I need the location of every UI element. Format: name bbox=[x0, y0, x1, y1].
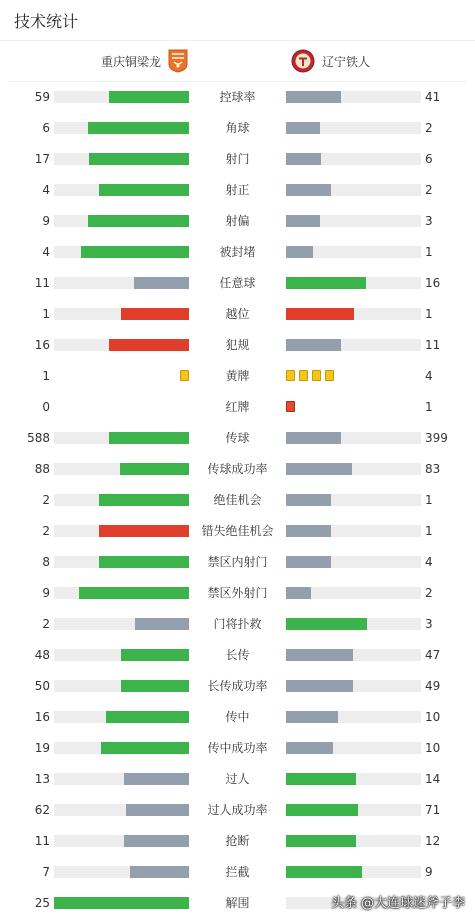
away-bar-track bbox=[286, 153, 421, 165]
away-value: 4 bbox=[425, 369, 433, 383]
home-bar-track bbox=[54, 897, 189, 909]
stat-label: 黄牌 bbox=[225, 369, 250, 383]
home-bar-track bbox=[54, 122, 189, 134]
stat-label: 射门 bbox=[225, 152, 250, 166]
stat-row bbox=[0, 306, 475, 322]
stat-label: 传中成功率 bbox=[207, 741, 268, 755]
home-bar-track bbox=[54, 463, 189, 475]
stat-label: 被封堵 bbox=[219, 245, 256, 259]
home-value: 19 bbox=[34, 741, 50, 755]
away-value: 3 bbox=[425, 617, 433, 631]
stat-label: 角球 bbox=[225, 121, 250, 135]
stat-row bbox=[0, 709, 475, 725]
stat-label: 控球率 bbox=[219, 90, 256, 104]
away-value: 2 bbox=[425, 183, 433, 197]
stat-row bbox=[0, 802, 475, 818]
home-bar-track bbox=[54, 711, 189, 723]
home-bar-fill bbox=[130, 866, 189, 878]
home-bar-track bbox=[54, 556, 189, 568]
away-value: 71 bbox=[425, 803, 441, 817]
home-bar-track bbox=[54, 618, 189, 630]
away-bar-track bbox=[286, 184, 421, 196]
away-bar-fill bbox=[286, 91, 341, 103]
home-value: 16 bbox=[34, 338, 50, 352]
home-bar-track bbox=[54, 277, 189, 289]
stat-row bbox=[0, 678, 475, 694]
home-bar-fill bbox=[79, 587, 189, 599]
yellow-card-icon bbox=[312, 370, 321, 381]
away-bar-track bbox=[286, 277, 421, 289]
away-bar-track bbox=[286, 91, 421, 103]
stat-label: 传中 bbox=[225, 710, 250, 724]
home-bar-track bbox=[54, 308, 189, 320]
home-bar-track bbox=[54, 246, 189, 258]
away-bar-fill bbox=[286, 184, 331, 196]
home-bar-track bbox=[54, 649, 189, 661]
home-bar-track bbox=[54, 866, 189, 878]
stat-row bbox=[0, 616, 475, 632]
home-value: 588 bbox=[27, 431, 50, 445]
away-value: 11 bbox=[425, 338, 441, 352]
home-bar-fill bbox=[88, 122, 189, 134]
home-bar-fill bbox=[106, 711, 189, 723]
away-bar-fill bbox=[286, 649, 353, 661]
away-bar-track bbox=[286, 215, 421, 227]
away-value: 16 bbox=[425, 276, 441, 290]
home-value: 4 bbox=[42, 245, 50, 259]
away-bar-fill bbox=[286, 680, 353, 692]
home-value: 8 bbox=[42, 555, 50, 569]
away-bar-track bbox=[286, 680, 421, 692]
stat-row bbox=[0, 399, 475, 415]
away-bar-track bbox=[286, 246, 421, 258]
away-bar-track bbox=[286, 866, 421, 878]
home-value: 11 bbox=[34, 276, 50, 290]
yellow-card-icon bbox=[180, 370, 189, 381]
home-value: 88 bbox=[34, 462, 50, 476]
home-bar-track bbox=[54, 215, 189, 227]
watermark: 头条 @大连球迷斧子李 bbox=[330, 896, 465, 911]
home-value: 7 bbox=[42, 865, 50, 879]
stat-label: 传球成功率 bbox=[207, 462, 268, 476]
away-bar-track bbox=[286, 556, 421, 568]
header-divider bbox=[8, 81, 467, 82]
home-bar-fill bbox=[109, 339, 189, 351]
away-value: 2 bbox=[425, 121, 433, 135]
stat-row bbox=[0, 244, 475, 260]
away-bar-track bbox=[286, 618, 421, 630]
stat-row bbox=[0, 151, 475, 167]
home-value: 2 bbox=[42, 524, 50, 538]
home-bar-track bbox=[54, 835, 189, 847]
home-bar-fill bbox=[99, 494, 189, 506]
away-bar-track bbox=[286, 649, 421, 661]
stat-row bbox=[0, 275, 475, 291]
home-bar-fill bbox=[121, 649, 189, 661]
stat-label: 长传 bbox=[225, 648, 250, 662]
home-value: 9 bbox=[42, 586, 50, 600]
home-bar-fill bbox=[81, 246, 189, 258]
stat-row bbox=[0, 182, 475, 198]
home-cards bbox=[180, 370, 189, 382]
stat-row bbox=[0, 771, 475, 787]
away-bar-fill bbox=[286, 525, 331, 537]
away-value: 1 bbox=[425, 524, 433, 538]
home-bar-track bbox=[54, 184, 189, 196]
home-value: 17 bbox=[34, 152, 50, 166]
away-value: 399 bbox=[425, 431, 448, 445]
stat-label: 长传成功率 bbox=[207, 679, 268, 693]
away-bar-fill bbox=[286, 339, 341, 351]
home-bar-fill bbox=[101, 742, 189, 754]
home-bar-track bbox=[54, 91, 189, 103]
stat-label: 射偏 bbox=[225, 214, 250, 228]
stat-row bbox=[0, 585, 475, 601]
away-bar-track bbox=[286, 339, 421, 351]
away-value: 1 bbox=[425, 493, 433, 507]
home-value: 59 bbox=[34, 90, 50, 104]
yellow-card-icon bbox=[325, 370, 334, 381]
away-bar-track bbox=[286, 773, 421, 785]
stat-label: 禁区内射门 bbox=[207, 555, 268, 569]
stat-label: 犯规 bbox=[225, 338, 250, 352]
stat-row bbox=[0, 461, 475, 477]
away-value: 9 bbox=[425, 865, 433, 879]
away-bar-fill bbox=[286, 711, 338, 723]
away-value: 6 bbox=[425, 152, 433, 166]
stat-row bbox=[0, 430, 475, 446]
home-bar-track bbox=[54, 494, 189, 506]
home-bar-fill bbox=[109, 91, 189, 103]
home-bar-track bbox=[54, 525, 189, 537]
away-value: 1 bbox=[425, 400, 433, 414]
home-value: 48 bbox=[34, 648, 50, 662]
stat-label: 任意球 bbox=[219, 276, 256, 290]
home-bar-fill bbox=[135, 618, 189, 630]
stat-row bbox=[0, 833, 475, 849]
away-bar-fill bbox=[286, 277, 366, 289]
stat-row bbox=[0, 89, 475, 105]
away-bar-fill bbox=[286, 494, 331, 506]
home-bar-fill bbox=[126, 804, 189, 816]
away-value: 49 bbox=[425, 679, 441, 693]
away-bar-fill bbox=[286, 556, 331, 568]
away-bar-track bbox=[286, 711, 421, 723]
home-value: 2 bbox=[42, 617, 50, 631]
home-bar-track bbox=[54, 680, 189, 692]
home-team-header bbox=[101, 49, 188, 73]
away-value: 10 bbox=[425, 710, 441, 724]
away-bar-track bbox=[286, 122, 421, 134]
home-bar-track bbox=[54, 742, 189, 754]
stat-row bbox=[0, 523, 475, 539]
stat-row bbox=[0, 492, 475, 508]
home-value: 9 bbox=[42, 214, 50, 228]
away-value: 3 bbox=[425, 214, 433, 228]
home-bar-fill bbox=[99, 556, 189, 568]
page-title: 技术统计 bbox=[14, 12, 79, 31]
liaoning-tieren-badge-icon bbox=[291, 49, 315, 73]
stat-label: 错失绝佳机会 bbox=[201, 524, 274, 538]
away-cards bbox=[286, 370, 334, 382]
away-cards bbox=[286, 401, 295, 413]
home-bar-track bbox=[54, 153, 189, 165]
home-value: 4 bbox=[42, 183, 50, 197]
chongqing-tongliang-long-badge-icon bbox=[168, 49, 188, 73]
red-card-icon bbox=[286, 401, 295, 412]
stat-label: 门将扑救 bbox=[213, 617, 262, 631]
home-bar-track bbox=[54, 339, 189, 351]
away-bar-fill bbox=[286, 587, 311, 599]
home-value: 1 bbox=[42, 369, 50, 383]
stat-row bbox=[0, 740, 475, 756]
home-value: 62 bbox=[34, 803, 50, 817]
away-value: 41 bbox=[425, 90, 441, 104]
title-divider bbox=[0, 40, 475, 41]
away-value: 47 bbox=[425, 648, 441, 662]
stat-label: 抢断 bbox=[225, 834, 250, 848]
stat-label: 传球 bbox=[225, 431, 250, 445]
stat-row bbox=[0, 554, 475, 570]
away-bar-track bbox=[286, 742, 421, 754]
away-bar-fill bbox=[286, 153, 321, 165]
away-bar-fill bbox=[286, 618, 367, 630]
home-value: 16 bbox=[34, 710, 50, 724]
away-bar-fill bbox=[286, 246, 313, 258]
away-bar-fill bbox=[286, 773, 356, 785]
away-bar-fill bbox=[286, 122, 320, 134]
home-bar-track bbox=[54, 587, 189, 599]
home-value: 50 bbox=[34, 679, 50, 693]
stat-row bbox=[0, 647, 475, 663]
home-value: 0 bbox=[42, 400, 50, 414]
away-bar-track bbox=[286, 463, 421, 475]
away-bar-track bbox=[286, 432, 421, 444]
stat-row bbox=[0, 368, 475, 384]
home-bar-fill bbox=[121, 680, 189, 692]
stat-label: 拦截 bbox=[225, 865, 250, 879]
away-bar-fill bbox=[286, 432, 341, 444]
home-value: 2 bbox=[42, 493, 50, 507]
away-value: 12 bbox=[425, 834, 441, 848]
home-bar-fill bbox=[134, 277, 189, 289]
home-bar-fill bbox=[124, 773, 189, 785]
away-bar-fill bbox=[286, 866, 362, 878]
away-bar-fill bbox=[286, 215, 320, 227]
away-value: 14 bbox=[425, 772, 441, 786]
stat-label: 过人 bbox=[225, 772, 250, 786]
home-bar-fill bbox=[89, 153, 189, 165]
home-value: 11 bbox=[34, 834, 50, 848]
away-value: 10 bbox=[425, 741, 441, 755]
stat-label: 越位 bbox=[225, 307, 250, 321]
away-value: 83 bbox=[425, 462, 441, 476]
stat-label: 过人成功率 bbox=[207, 803, 268, 817]
home-value: 6 bbox=[42, 121, 50, 135]
yellow-card-icon bbox=[286, 370, 295, 381]
away-bar-fill bbox=[286, 804, 358, 816]
stat-label: 解围 bbox=[225, 896, 250, 910]
stat-label: 射正 bbox=[225, 183, 250, 197]
away-value: 1 bbox=[425, 245, 433, 259]
away-value: 4 bbox=[425, 555, 433, 569]
away-bar-track bbox=[286, 804, 421, 816]
home-bar-track bbox=[54, 804, 189, 816]
stat-row bbox=[0, 337, 475, 353]
away-bar-fill bbox=[286, 835, 356, 847]
away-bar-track bbox=[286, 587, 421, 599]
home-bar-fill bbox=[124, 835, 189, 847]
away-bar-fill bbox=[286, 308, 354, 320]
home-value: 1 bbox=[42, 307, 50, 321]
home-bar-fill bbox=[88, 215, 189, 227]
stat-label: 禁区外射门 bbox=[207, 586, 268, 600]
home-bar-track bbox=[54, 432, 189, 444]
away-bar-track bbox=[286, 835, 421, 847]
away-value: 2 bbox=[425, 586, 433, 600]
home-bar-fill bbox=[54, 897, 189, 909]
away-bar-track bbox=[286, 494, 421, 506]
away-value: 1 bbox=[425, 307, 433, 321]
home-bar-fill bbox=[109, 432, 189, 444]
away-team-header bbox=[291, 49, 370, 73]
yellow-card-icon bbox=[299, 370, 308, 381]
away-bar-fill bbox=[286, 742, 333, 754]
stat-label: 红牌 bbox=[225, 400, 250, 414]
home-value: 13 bbox=[34, 772, 50, 786]
home-bar-fill bbox=[99, 525, 189, 537]
home-team-name: 重庆铜梁龙 bbox=[100, 54, 161, 69]
away-bar-track bbox=[286, 308, 421, 320]
away-team-name: 辽宁铁人 bbox=[322, 54, 371, 69]
home-bar-fill bbox=[121, 308, 189, 320]
stat-label: 绝佳机会 bbox=[213, 493, 262, 507]
home-value: 25 bbox=[34, 896, 50, 910]
away-bar-track bbox=[286, 525, 421, 537]
home-bar-fill bbox=[120, 463, 189, 475]
stat-row bbox=[0, 864, 475, 880]
home-bar-track bbox=[54, 773, 189, 785]
away-bar-fill bbox=[286, 463, 352, 475]
stat-row bbox=[0, 120, 475, 136]
stat-row bbox=[0, 213, 475, 229]
home-bar-fill bbox=[99, 184, 189, 196]
